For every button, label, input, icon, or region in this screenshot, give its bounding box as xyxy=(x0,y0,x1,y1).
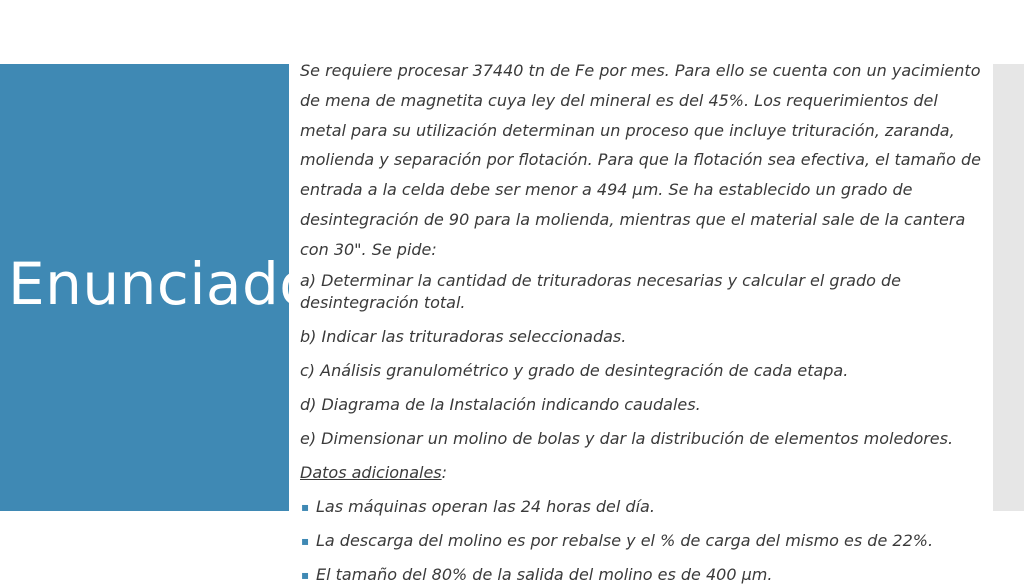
question-a: a) Determinar la cantidad de trituradoras necesarias y calcular el grado de desintegración total. xyxy=(300,270,901,312)
square-bullet-icon: ▪ xyxy=(301,533,310,548)
slide-title: Enunciado xyxy=(8,250,316,318)
question-d: d) Diagrama de la Instalación indicando caudales. xyxy=(300,394,701,414)
problem-statement: Se requiere procesar 37440 tn de Fe por mes. Para ello se cuenta con un yacimiento de mena de magnetita cuya ley del mineral es del 45%. Los requerimientos del metal para su utilización determinan un proceso que incluye trituración, zaranda, molienda y separación por flotación. Para que la flotación sea efectiva, el tamaño de entrada a la celda debe ser menor a 494 µm. Se ha establecido un grado de desintegración de 90 para la molienda, mientras que el material sale de la cantera con 30". Se pide: xyxy=(300,61,981,259)
list-item xyxy=(300,530,988,552)
square-bullet-icon: ▪ xyxy=(301,567,310,582)
question-c: c) Análisis granulométrico y grado de desintegración de cada etapa. xyxy=(300,360,849,380)
bullet-text: El tamaño del 80% de la salida del molino es de 400 µm. xyxy=(316,564,773,584)
slide-content xyxy=(300,56,988,586)
side-panel xyxy=(993,64,1024,511)
additional-data-heading xyxy=(300,462,988,484)
list-item xyxy=(300,496,988,518)
additional-data-colon: : xyxy=(441,462,448,482)
additional-data-label: Datos adicionales xyxy=(300,462,442,482)
question-e: e) Dimensionar un molino de bolas y dar la distribución de elementos moledores. xyxy=(300,428,954,448)
bullet-text: La descarga del molino es por rebalse y el % de carga del mismo es de 22%. xyxy=(316,530,934,550)
bullet-text: Las máquinas operan las 24 horas del día. xyxy=(316,496,655,516)
list-item xyxy=(300,564,988,586)
question-b: b) Indicar las trituradoras seleccionadas. xyxy=(300,326,627,346)
square-bullet-icon: ▪ xyxy=(301,499,310,514)
